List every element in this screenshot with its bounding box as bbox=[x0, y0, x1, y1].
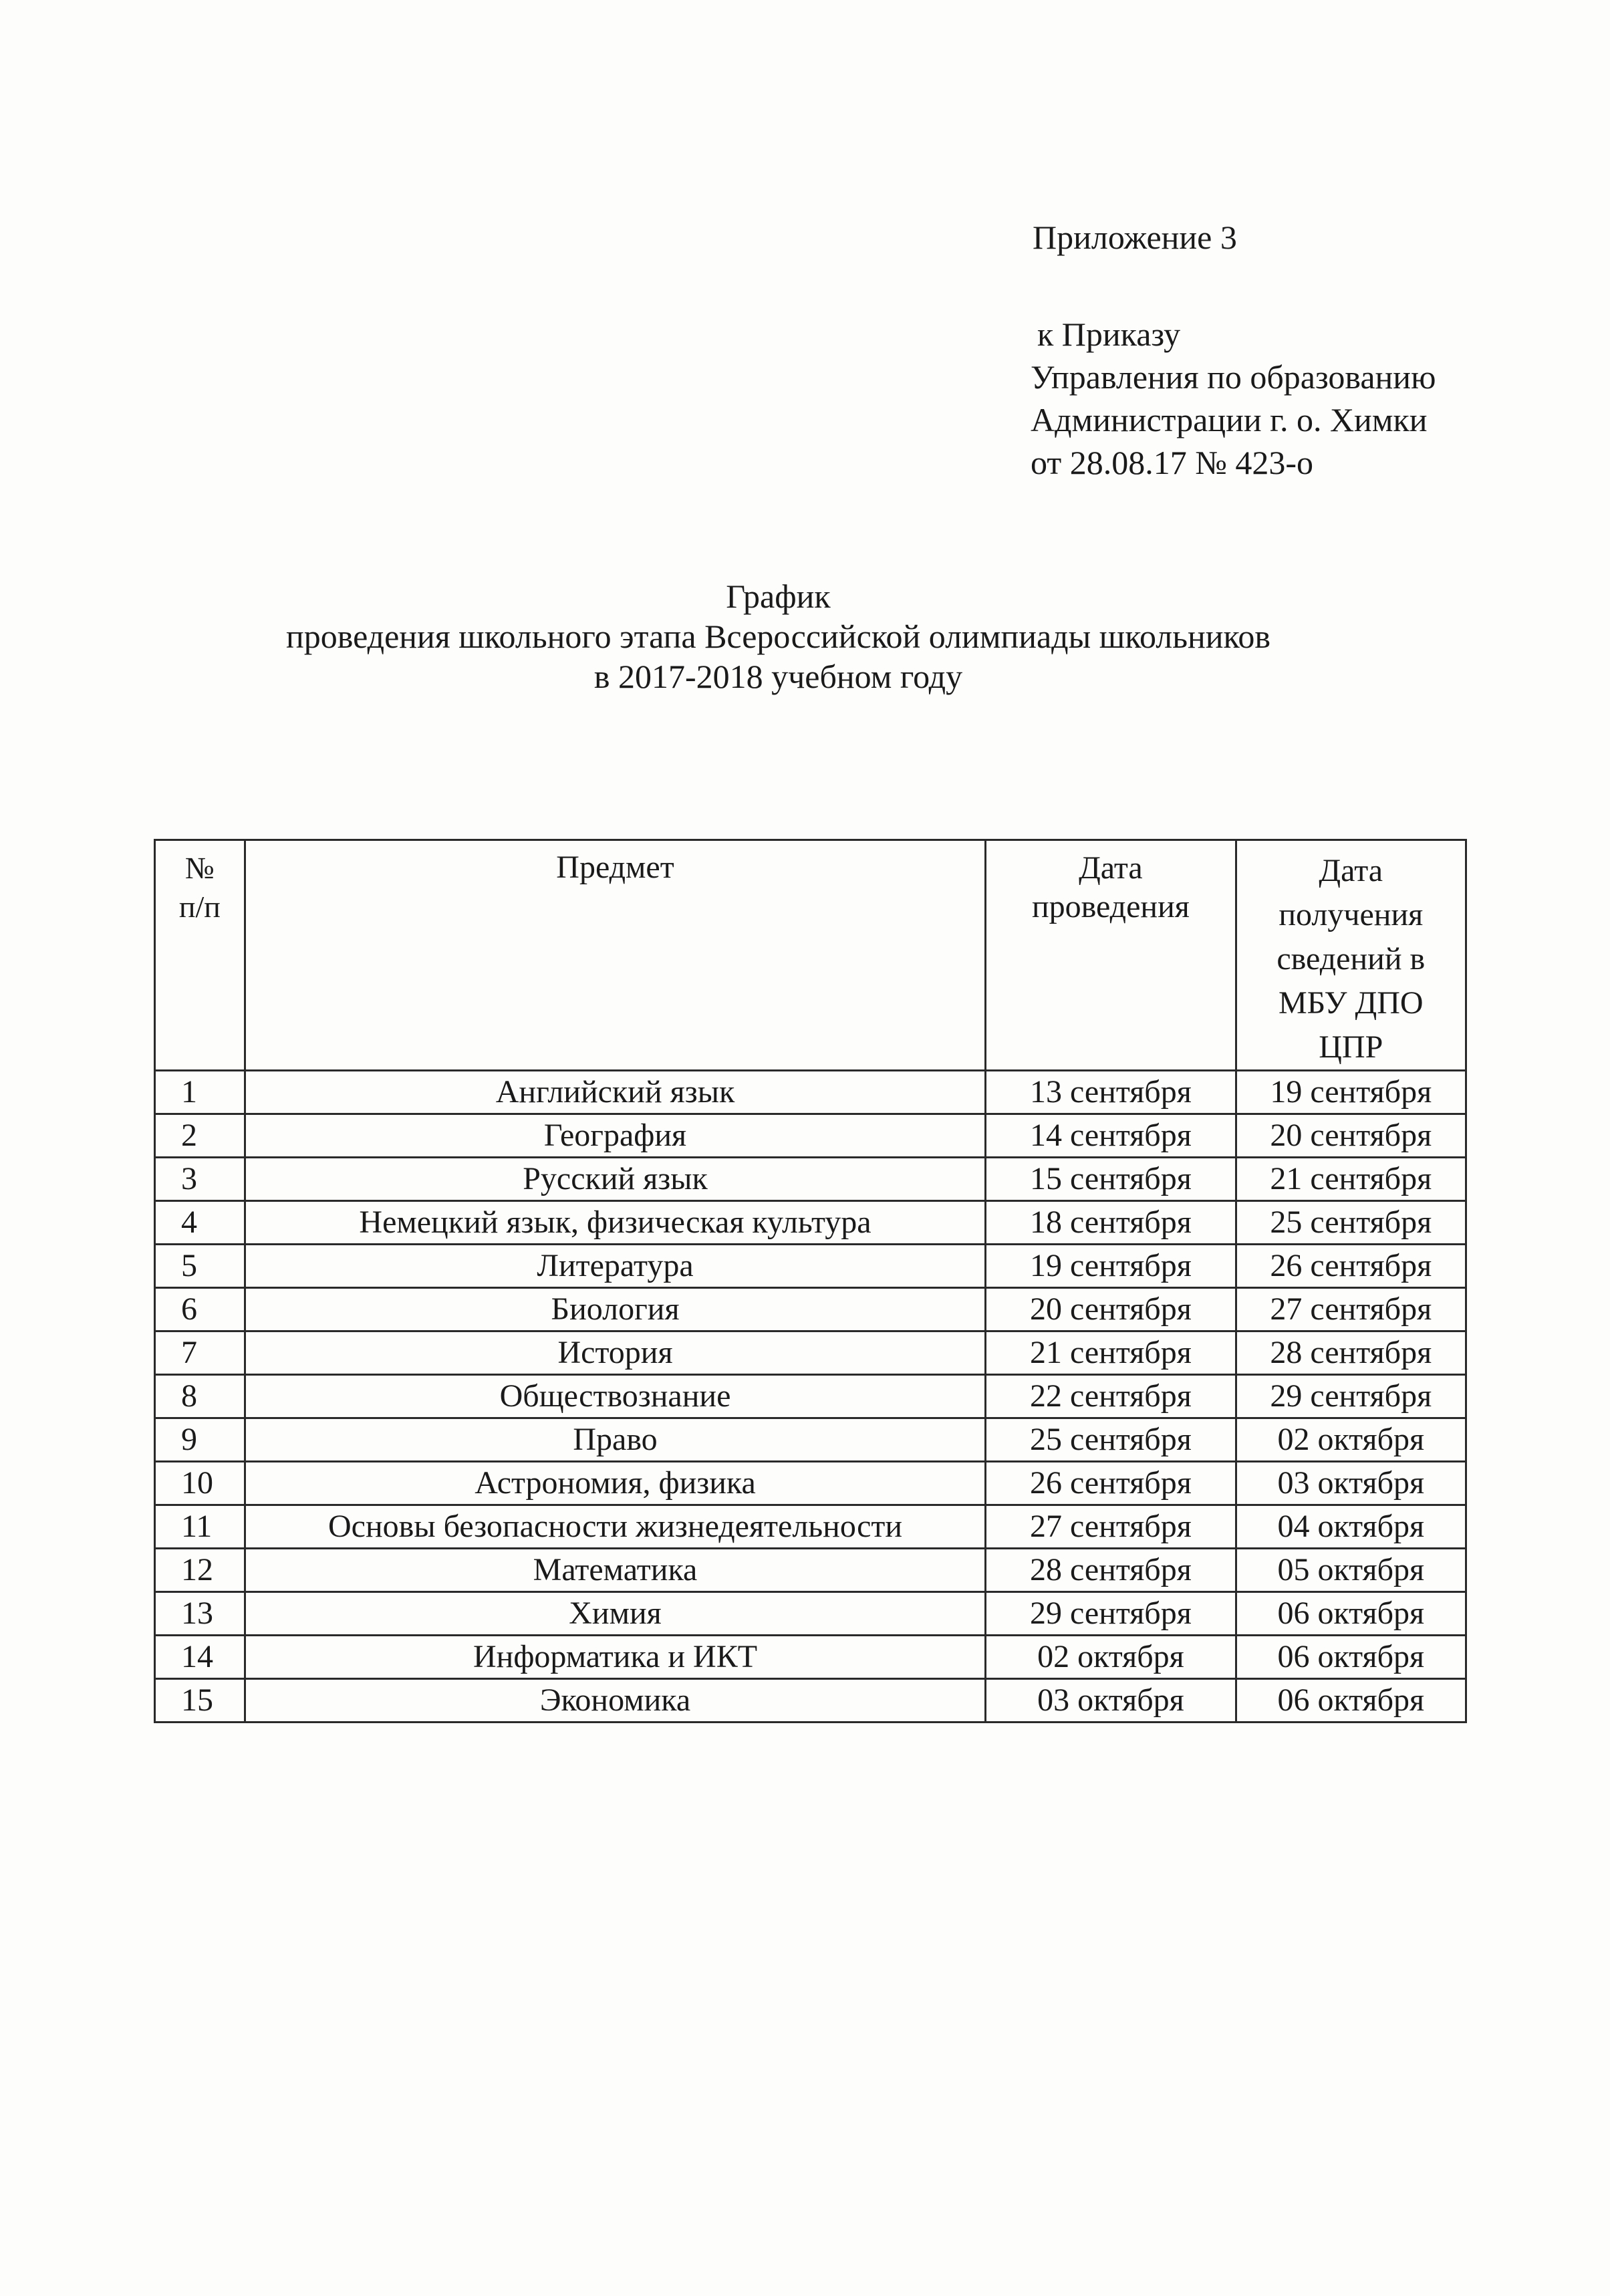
row-subject: Астрономия, физика bbox=[245, 1462, 986, 1505]
order-reference-line: от 28.08.17 № 423-о bbox=[1031, 444, 1314, 481]
row-number: 11 bbox=[155, 1505, 245, 1549]
row-date: 22 сентября bbox=[986, 1375, 1236, 1418]
row-received-date: 21 сентября bbox=[1236, 1158, 1466, 1201]
olympiad-schedule-table bbox=[154, 839, 1467, 1723]
row-number: 2 bbox=[155, 1114, 245, 1158]
row-number: 5 bbox=[155, 1245, 245, 1288]
row-number: 8 bbox=[155, 1375, 245, 1418]
title-line: в 2017-2018 учебном году bbox=[593, 658, 963, 695]
row-received-date: 27 сентября bbox=[1236, 1288, 1466, 1331]
table-row bbox=[155, 1505, 1466, 1549]
document-title bbox=[0, 576, 1610, 696]
table-row bbox=[155, 1201, 1466, 1245]
order-reference-line: к Приказу bbox=[1037, 315, 1181, 353]
row-received-date: 28 сентября bbox=[1236, 1331, 1466, 1375]
table-row bbox=[155, 1679, 1466, 1723]
table-row bbox=[155, 1071, 1466, 1114]
order-reference-line: Администрации г. о. Химки bbox=[1031, 401, 1428, 438]
row-received-date: 03 октября bbox=[1236, 1462, 1466, 1505]
row-number: 3 bbox=[155, 1158, 245, 1201]
row-received-date: 26 сентября bbox=[1236, 1245, 1466, 1288]
header-received-date: Дата получения сведений в МБУ ДПО ЦПР bbox=[1236, 840, 1466, 1071]
row-subject: История bbox=[245, 1331, 986, 1375]
row-date: 18 сентября bbox=[986, 1201, 1236, 1245]
title-line: График bbox=[726, 578, 831, 615]
row-number: 7 bbox=[155, 1331, 245, 1375]
row-received-date: 06 октября bbox=[1236, 1679, 1466, 1723]
header-date: Дата проведения bbox=[986, 840, 1236, 1071]
row-date: 13 сентября bbox=[986, 1071, 1236, 1114]
row-date: 27 сентября bbox=[986, 1505, 1236, 1549]
row-number: 15 bbox=[155, 1679, 245, 1723]
row-date: 25 сентября bbox=[986, 1418, 1236, 1462]
annex-label bbox=[1033, 221, 1237, 254]
order-reference-line: Управления по образованию bbox=[1031, 358, 1436, 396]
table-row bbox=[155, 1331, 1466, 1375]
row-number: 13 bbox=[155, 1592, 245, 1636]
table-row bbox=[155, 1462, 1466, 1505]
row-received-date: 29 сентября bbox=[1236, 1375, 1466, 1418]
row-date: 19 сентября bbox=[986, 1245, 1236, 1288]
row-subject: Информатика и ИКТ bbox=[245, 1636, 986, 1679]
row-date: 02 октября bbox=[986, 1636, 1236, 1679]
row-subject: Основы безопасности жизнедеятельности bbox=[245, 1505, 986, 1549]
table-row bbox=[155, 1158, 1466, 1201]
row-number: 6 bbox=[155, 1288, 245, 1331]
row-subject: Право bbox=[245, 1418, 986, 1462]
row-subject: Биология bbox=[245, 1288, 986, 1331]
row-number: 10 bbox=[155, 1462, 245, 1505]
row-date: 26 сентября bbox=[986, 1462, 1236, 1505]
table-body bbox=[155, 1071, 1466, 1723]
header-number: № п/п bbox=[155, 840, 245, 1071]
table-row bbox=[155, 1549, 1466, 1592]
row-number: 4 bbox=[155, 1201, 245, 1245]
annex-number: Приложение 3 bbox=[1033, 219, 1237, 256]
row-date: 03 октября bbox=[986, 1679, 1236, 1723]
row-subject: География bbox=[245, 1114, 986, 1158]
row-subject: Русский язык bbox=[245, 1158, 986, 1201]
table-header-row bbox=[155, 840, 1466, 1071]
row-subject: Обществознание bbox=[245, 1375, 986, 1418]
table-row bbox=[155, 1375, 1466, 1418]
row-received-date: 20 сентября bbox=[1236, 1114, 1466, 1158]
table-row bbox=[155, 1418, 1466, 1462]
row-subject: Экономика bbox=[245, 1679, 986, 1723]
row-subject: Литература bbox=[245, 1245, 986, 1288]
table-row bbox=[155, 1288, 1466, 1331]
row-received-date: 04 октября bbox=[1236, 1505, 1466, 1549]
order-reference bbox=[1031, 313, 1436, 484]
row-subject: Английский язык bbox=[245, 1071, 986, 1114]
row-date: 15 сентября bbox=[986, 1158, 1236, 1201]
row-subject: Химия bbox=[245, 1592, 986, 1636]
row-number: 1 bbox=[155, 1071, 245, 1114]
row-number: 9 bbox=[155, 1418, 245, 1462]
table-row bbox=[155, 1114, 1466, 1158]
row-received-date: 05 октября bbox=[1236, 1549, 1466, 1592]
title-line: проведения школьного этапа Всероссийской олимпиады школьников bbox=[286, 618, 1270, 655]
row-number: 14 bbox=[155, 1636, 245, 1679]
row-date: 29 сентября bbox=[986, 1592, 1236, 1636]
row-date: 28 сентября bbox=[986, 1549, 1236, 1592]
header-subject: Предмет bbox=[245, 840, 986, 1071]
row-received-date: 19 сентября bbox=[1236, 1071, 1466, 1114]
row-received-date: 06 октября bbox=[1236, 1636, 1466, 1679]
row-subject: Немецкий язык, физическая культура bbox=[245, 1201, 986, 1245]
row-date: 14 сентября bbox=[986, 1114, 1236, 1158]
row-received-date: 25 сентября bbox=[1236, 1201, 1466, 1245]
row-date: 20 сентября bbox=[986, 1288, 1236, 1331]
row-received-date: 06 октября bbox=[1236, 1592, 1466, 1636]
table-row bbox=[155, 1245, 1466, 1288]
row-subject: Математика bbox=[245, 1549, 986, 1592]
row-date: 21 сентября bbox=[986, 1331, 1236, 1375]
table-row bbox=[155, 1636, 1466, 1679]
row-number: 12 bbox=[155, 1549, 245, 1592]
row-received-date: 02 октября bbox=[1236, 1418, 1466, 1462]
table-row bbox=[155, 1592, 1466, 1636]
